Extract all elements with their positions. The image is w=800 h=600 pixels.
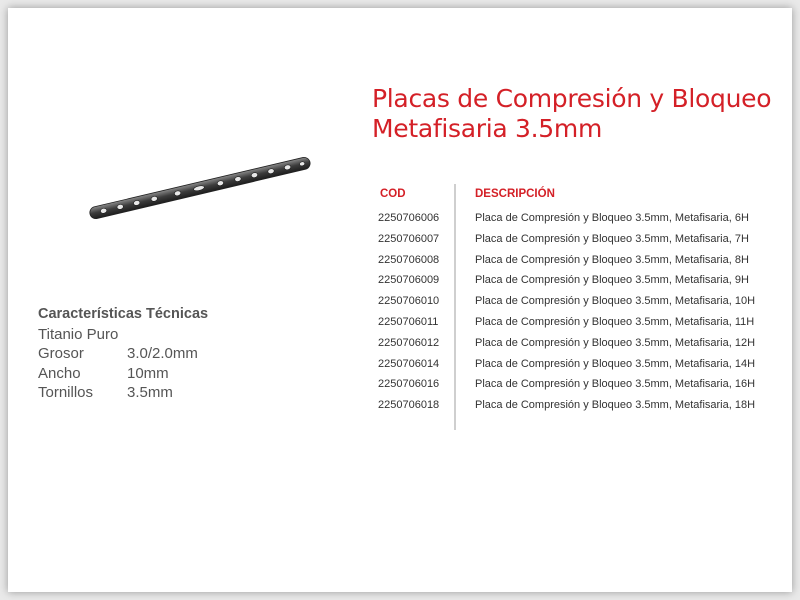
cell-code: 2250706009 [378,274,440,287]
specs-material: Titanio Puro [38,325,119,343]
header-description: DESCRIPCIÓN [475,188,555,200]
cell-code: 2250706006 [378,212,440,224]
bone-plate-icon [86,148,316,233]
cell-description: Placa de Compresión y Bloqueo 3.5mm, Metafisaria, 12H [475,336,756,349]
cell-code: 2250706011 [378,315,439,328]
spec-row-ancho [38,364,208,384]
spec-row-tornillos [38,383,208,403]
cell-description: Placa de Compresión y Bloqueo 3.5mm, Metafisaria, 16H [475,378,756,391]
cell-description: Placa de Compresión y Bloqueo 3.5mm, Metafisaria, 14H [475,357,756,370]
page-title [372,84,792,144]
spec-value: 3.0/2.0mm [127,345,198,362]
technical-specs [38,305,208,403]
cell-code: 2250706016 [378,378,440,391]
cell-description: Placa de Compresión y Bloqueo 3.5mm, Metafisaria, 9H [475,274,749,287]
cell-code: 2250706018 [378,399,440,412]
cell-description: Placa de Compresión y Bloqueo 3.5mm, Metafisaria, 7H [475,232,749,245]
cell-description: Placa de Compresión y Bloqueo 3.5mm, Metafisaria, 6H [475,212,749,224]
cell-description: Placa de Compresión y Bloqueo 3.5mm, Metafisaria, 10H [475,295,756,308]
spec-label: Ancho [38,364,81,382]
spec-label: Grosor [38,345,84,362]
cell-code: 2250706007 [378,232,440,245]
column-divider [454,184,456,430]
cell-code: 2250706010 [378,295,440,308]
spec-row-grosor [38,344,208,364]
cell-code: 2250706008 [378,253,440,266]
spec-value: 3.5mm [127,384,173,401]
cell-description: Placa de Compresión y Bloqueo 3.5mm, Metafisaria, 8H [475,253,749,266]
cell-description: Placa de Compresión y Bloqueo 3.5mm, Metafisaria, 18H [475,399,756,412]
spec-label: Tornillos [38,384,94,401]
cell-code: 2250706014 [378,357,440,370]
header-cod: COD [380,188,406,200]
specs-heading: Características Técnicas [38,306,209,322]
cell-code: 2250706012 [378,336,440,349]
title-line-2: Metafisaria 3.5mm [372,114,603,143]
title-line-1: Placas de Compresión y Bloqueo [372,84,772,113]
page-panel [8,8,792,592]
cell-description: Placa de Compresión y Bloqueo 3.5mm, Metafisaria, 11H [475,315,755,328]
spec-value: 10mm [127,364,169,382]
